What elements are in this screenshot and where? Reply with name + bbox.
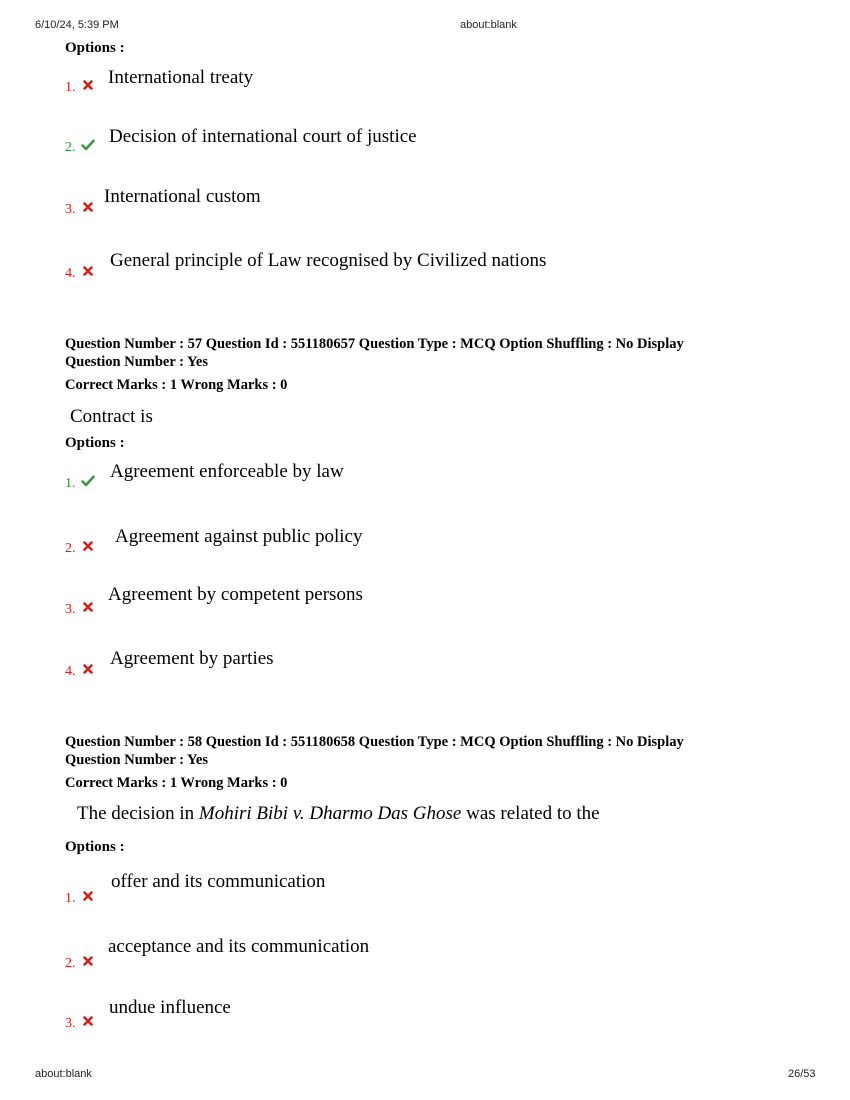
cross-icon: [82, 955, 94, 967]
option-number: 3.: [65, 1016, 76, 1031]
option-text: Agreement enforceable by law: [110, 461, 344, 482]
question-text-prefix: The decision in: [77, 803, 199, 824]
option-text: Agreement by parties: [110, 648, 274, 669]
check-icon: [81, 475, 95, 487]
options-label: Options :: [65, 435, 125, 451]
option-text: International treaty: [108, 67, 254, 88]
option-number: 4.: [65, 266, 76, 281]
cross-icon: [82, 1015, 94, 1027]
option-number: 2.: [65, 541, 76, 556]
option-number: 1.: [65, 891, 76, 906]
print-page-counter: 26/53: [788, 1068, 816, 1080]
option-number: 4.: [65, 664, 76, 679]
option-text: Agreement against public policy: [115, 526, 363, 547]
question-meta-line: Question Number : Yes: [65, 752, 208, 768]
question-meta-line: Question Number : 57 Question Id : 551180657 Question Type : MCQ Option Shuffling : No Display: [65, 336, 684, 352]
option-text: acceptance and its communication: [108, 936, 370, 957]
cross-icon: [82, 201, 94, 213]
option-number: 2.: [65, 140, 76, 155]
cross-icon: [82, 890, 94, 902]
option-text: undue influence: [109, 997, 231, 1018]
option-text: General principle of Law recognised by Civilized nations: [110, 250, 547, 271]
check-icon: [81, 139, 95, 151]
option-number: 1.: [65, 476, 76, 491]
question-marks: Correct Marks : 1 Wrong Marks : 0: [65, 377, 288, 393]
question-meta-line: Question Number : 58 Question Id : 551180658 Question Type : MCQ Option Shuffling : No Display: [65, 734, 684, 750]
option-number: 2.: [65, 956, 76, 971]
cross-icon: [82, 601, 94, 613]
option-text: Decision of international court of justice: [109, 126, 417, 147]
option-text: offer and its communication: [111, 871, 326, 892]
cross-icon: [82, 79, 94, 91]
question-marks: Correct Marks : 1 Wrong Marks : 0: [65, 775, 288, 791]
question-meta: [65, 733, 785, 769]
question-meta: [65, 335, 785, 371]
question-text: [77, 803, 600, 825]
options-label: Options :: [65, 839, 125, 855]
question-meta-line: Question Number : Yes: [65, 354, 208, 370]
cross-icon: [82, 540, 94, 552]
option-number: 3.: [65, 202, 76, 217]
option-number: 1.: [65, 80, 76, 95]
options-label: Options :: [65, 40, 125, 56]
cross-icon: [82, 663, 94, 675]
question-text-suffix: was related to the: [461, 803, 600, 824]
question-text: Contract is: [70, 406, 153, 427]
cross-icon: [82, 265, 94, 277]
print-footer-url: about:blank: [35, 1068, 92, 1080]
option-number: 3.: [65, 602, 76, 617]
print-page-title: about:blank: [460, 19, 517, 31]
option-text: Agreement by competent persons: [108, 584, 363, 605]
option-text: International custom: [104, 186, 261, 207]
print-timestamp: 6/10/24, 5:39 PM: [35, 19, 119, 31]
case-name: Mohiri Bibi v. Dharmo Das Ghose: [198, 803, 462, 824]
